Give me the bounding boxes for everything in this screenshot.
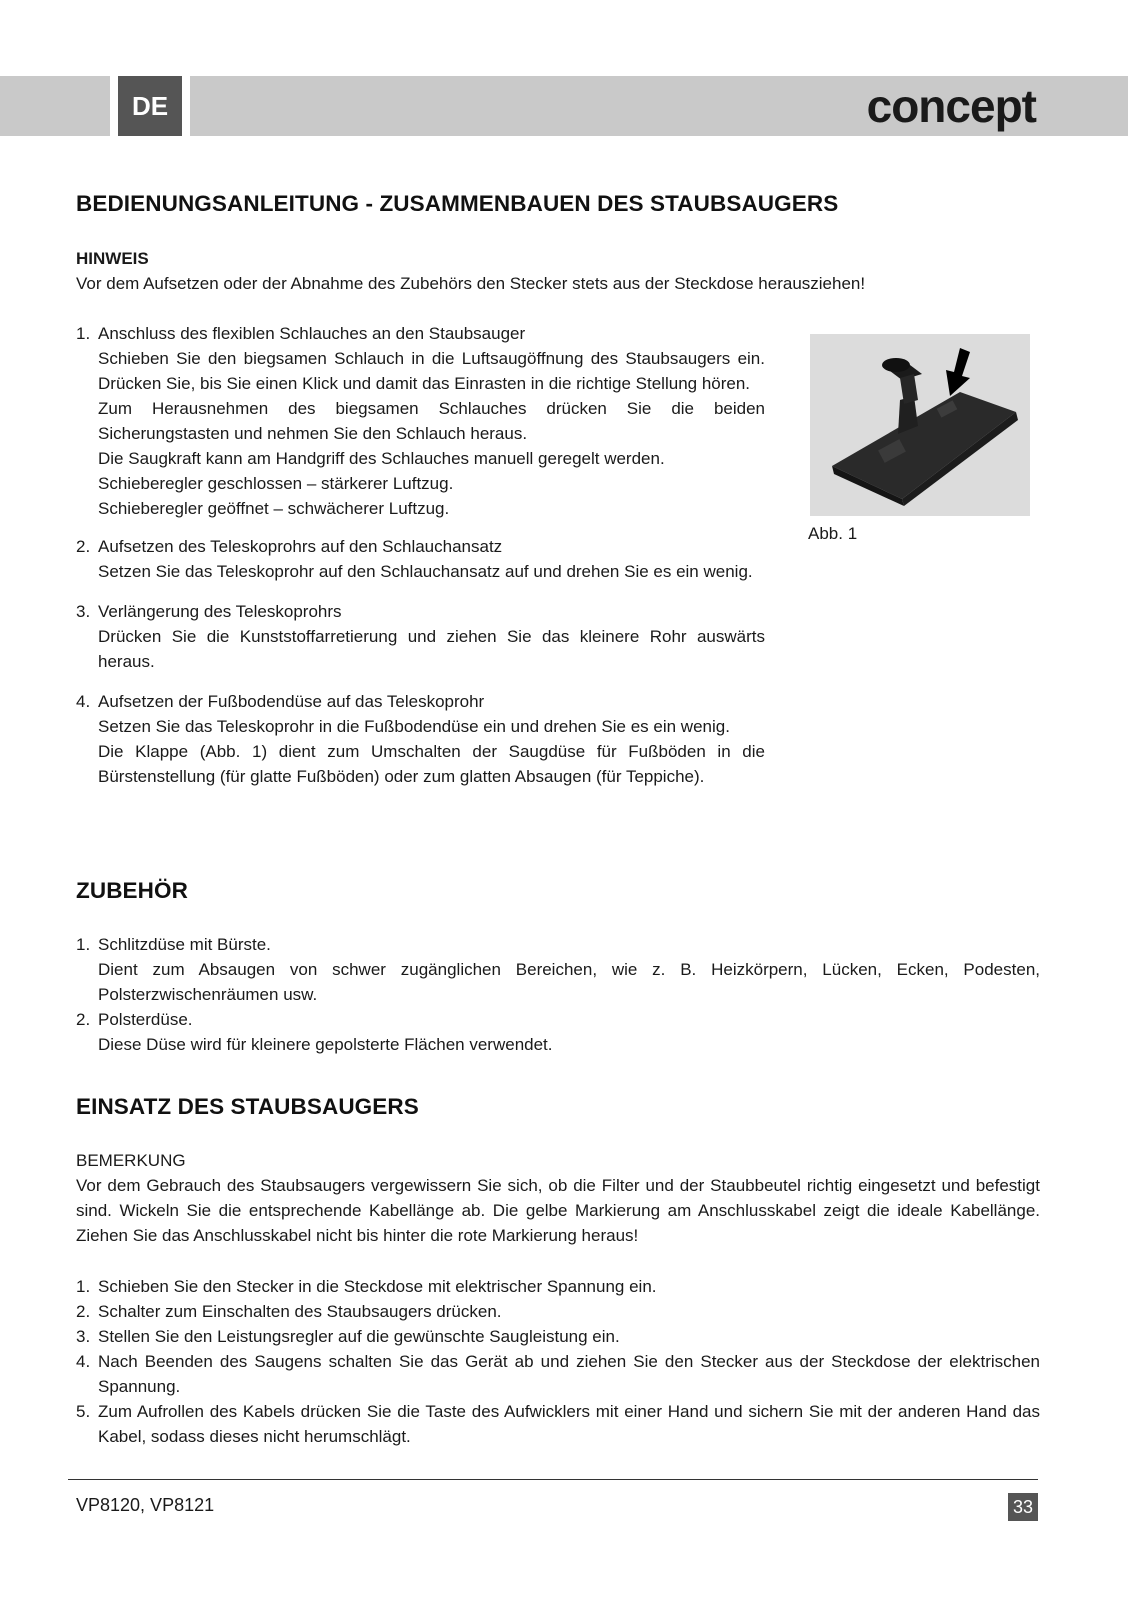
item-text: Schieberegler geöffnet – schwächerer Luftzug. [98,499,450,518]
header-divider [182,76,190,136]
item-text: Zum Aufrollen des Kabels drücken Sie die Taste des Aufwicklers mit einer Hand und sichern Sie mit der anderen Hand das Kabel, sodass dieses nicht herumschlägt. [98,1402,1040,1446]
note-block [76,246,1040,296]
list-item [76,1274,1040,1299]
item-number: 3. [76,1327,91,1346]
item-text: Drücken Sie die Kunststoffarretierung und ziehen Sie das kleinere Rohr auswärts heraus. [98,627,765,671]
item-number: 3. [76,602,91,621]
list-item [76,1007,1040,1057]
item-text: Stellen Sie den Leistungsregler auf die gewünschte Saugleistung ein. [98,1327,620,1346]
floor-nozzle-figure [810,334,1030,516]
item-number: 1. [76,935,91,954]
item-title: Schlitzdüse mit Bürste. [98,935,271,954]
item-number: 2. [76,1010,91,1029]
item-text: Diese Düse wird für kleinere gepolsterte Flächen verwendet. [98,1035,553,1054]
remark-block [76,1148,1040,1248]
remark-text: Vor dem Gebrauch des Staubsaugers vergewissern Sie sich, ob die Filter und der Staubbeutel richtig eingesetzt und befestigt sind. Wickeln Sie die entsprechende Kabellänge ab. Die gelbe Markierung am Anschlusskabel zeigt die ideale Kabellänge. Ziehen Sie das Anschlusskabel nicht bis hinter die rote Markierung heraus! [76,1176,1040,1245]
item-text: Setzen Sie das Teleskoprohr in die Fußbodendüse ein und drehen Sie es ein wenig. [98,717,730,736]
list-item [76,1349,1040,1399]
page-number: 33 [1008,1493,1038,1521]
item-number: 2. [76,537,91,556]
item-text: Setzen Sie das Teleskoprohr auf den Schlauchansatz auf und drehen Sie es ein wenig. [98,562,753,581]
section-assembly-heading [76,191,1040,217]
item-title: Anschluss des flexiblen Schlauches an den Staubsauger [98,324,526,343]
remark-label: BEMERKUNG [76,1151,186,1170]
item-number: 5. [76,1402,91,1421]
section-accessories-heading [76,878,1040,904]
accessories-list [76,932,1040,1057]
footer-rule [68,1479,1038,1480]
section-title: BEDIENUNGSANLEITUNG - ZUSAMMENBAUEN DES STAUBSAUGERS [76,191,839,216]
list-item [76,1299,1040,1324]
floor-nozzle-illustration [810,334,1030,516]
item-number: 4. [76,1352,91,1371]
item-number: 1. [76,1277,91,1296]
item-title: Aufsetzen des Teleskoprohrs auf den Schlauchansatz [98,537,503,556]
item-number: 4. [76,692,91,711]
item-title: Verlängerung des Teleskoprohrs [98,602,342,621]
section-usage-heading [76,1094,1040,1120]
model-number: VP8120, VP8121 [76,1495,215,1515]
item-number: 1. [76,324,91,343]
list-item [76,1399,1040,1449]
list-item [76,321,765,521]
list-item [76,932,1040,1007]
list-item [76,534,765,584]
header-divider [110,76,118,136]
assembly-steps [76,321,765,789]
note-label: HINWEIS [76,249,149,268]
item-text: Die Klappe (Abb. 1) dient zum Umschalten der Saugdüse für Fußböden in die Bürstenstellung (für glatte Fußböden) oder zum glatten Absaugen (für Teppiche). [98,742,765,786]
list-item [76,599,765,674]
note-text: Vor dem Aufsetzen oder der Abnahme des Zubehörs den Stecker stets aus der Steckdose herausziehen! [76,274,866,293]
usage-steps [76,1274,1040,1449]
item-text: Schieben Sie den Stecker in die Steckdose mit elektrischer Spannung ein. [98,1277,657,1296]
item-text: Die Saugkraft kann am Handgriff des Schlauches manuell geregelt werden. [98,449,665,468]
language-badge: DE [118,76,182,136]
section-title: ZUBEHÖR [76,878,188,903]
list-item [76,1324,1040,1349]
list-item [76,689,765,789]
section-title: EINSATZ DES STAUBSAUGERS [76,1094,419,1119]
brand-logo: concept [866,80,1036,132]
figure-caption: Abb. 1 [808,524,858,543]
item-text: Schalter zum Einschalten des Staubsaugers drücken. [98,1302,502,1321]
item-number: 2. [76,1302,91,1321]
item-title: Polsterdüse. [98,1010,193,1029]
item-text: Nach Beenden des Saugens schalten Sie das Gerät ab und ziehen Sie den Stecker aus der Steckdose der elektrischen Spannung. [98,1352,1040,1396]
item-title: Aufsetzen der Fußbodendüse auf das Teleskoprohr [98,692,485,711]
item-text: Schieben Sie den biegsamen Schlauch in die Luftsaugöffnung des Staubsaugers ein. Drücken Sie, bis Sie einen Klick und damit das Einrasten in die richtige Stellung hören. [98,349,765,393]
item-text: Dient zum Absaugen von schwer zugänglichen Bereichen, wie z. B. Heizkörpern, Lücken, Ecken, Podesten, Polsterzwischenräumen usw. [98,960,1040,1004]
item-text: Schieberegler geschlossen – stärkerer Luftzug. [98,474,454,493]
item-text: Zum Herausnehmen des biegsamen Schlauches drücken Sie die beiden Sicherungstasten und nehmen Sie den Schlauch heraus. [98,399,765,443]
